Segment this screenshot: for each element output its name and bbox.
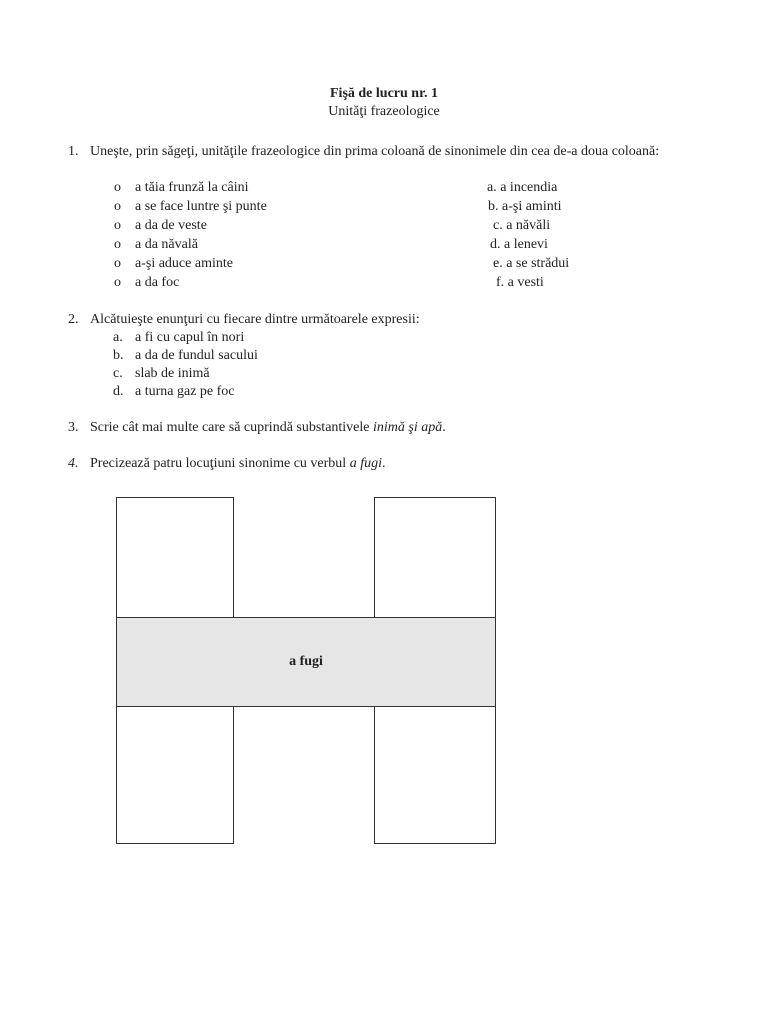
q3-text-end: . [442,420,446,435]
bullet-marker: o [114,199,121,214]
q2-number: 2. [68,312,79,327]
q1-right-item: d. a lenevi [490,237,548,252]
q4-number: 4. [68,456,79,471]
worksheet-subtitle: Unităţi frazeologice [328,104,440,119]
q1-left-item: a-şi aduce aminte [135,256,233,271]
q3-emphasis: inimă şi apă [373,420,443,435]
q2-item-letter: c. [113,366,123,381]
q1-left-item: a da de veste [135,218,207,233]
q1-right-item: e. a se strădui [493,256,570,271]
q2-item-letter: d. [113,384,124,399]
center-bar [116,617,496,707]
q1-number: 1. [68,144,79,159]
q3-text [90,419,446,437]
q4-text-end: . [381,456,386,471]
q2-item-text: slab de inimă [135,366,210,381]
q1-right-item: c. a năvăli [493,218,551,233]
q1-right-item: f. a vesti [496,275,544,290]
q4-text-main: Precizează patru locuţiuni sinonime cu verbul [90,456,350,471]
top-right-answer-box[interactable] [374,497,496,619]
q2-item-text: a turna gaz pe foc [135,384,235,399]
bottom-left-answer-box[interactable] [116,706,234,844]
top-left-answer-box[interactable] [116,497,234,619]
bullet-marker: o [114,256,121,271]
q1-right-item: b. a-şi aminti [488,199,562,214]
q3-number: 3. [68,420,79,435]
q1-left-item: a da năvală [135,237,198,252]
q1-left-item: a tăia frunză la câini [135,180,249,195]
worksheet-title: Fişă de lucru nr. 1 [330,86,438,101]
q3-text-main: Scrie cât mai multe care să cuprindă substantivele [90,420,374,435]
q4-emphasis: a fugi [349,456,382,471]
q2-item-text: a da de fundul sacului [135,348,258,363]
q2-item-letter: a. [113,330,123,345]
bullet-marker: o [114,237,121,252]
q1-text: Uneşte, prin săgeţi, unităţile frazeologice din prima coloană de sinonimele din cea de-a doua coloană: [90,144,660,159]
bullet-marker: o [114,275,121,290]
q1-left-item: a da foc [135,275,180,290]
q4-text [90,455,385,473]
center-label: a fugi [289,654,323,669]
q2-text: Alcătuieşte enunţuri cu fiecare dintre următoarele expresii: [90,312,420,327]
q1-left-item: a se face luntre şi punte [135,199,267,214]
bullet-marker: o [114,180,121,195]
q1-right-item: a. a incendia [487,180,558,195]
q2-item-letter: b. [113,348,124,363]
bullet-marker: o [114,218,121,233]
bottom-right-answer-box[interactable] [374,706,496,844]
q2-item-text: a fi cu capul în nori [135,330,245,345]
